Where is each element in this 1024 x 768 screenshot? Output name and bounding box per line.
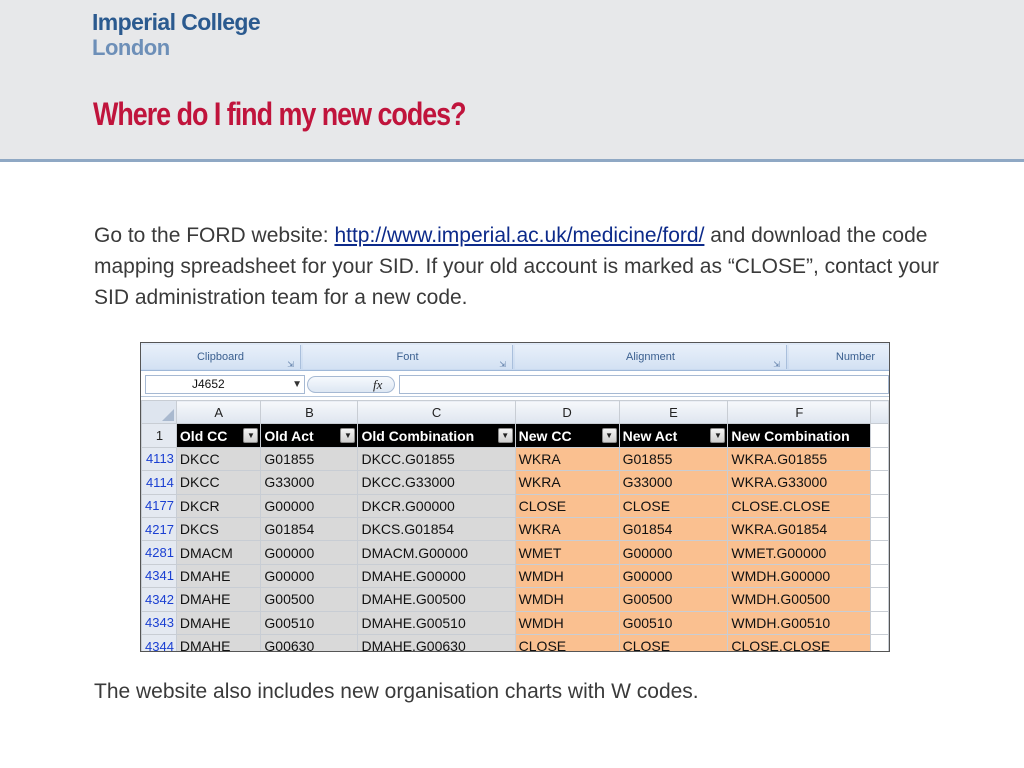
header-cell-new-cc[interactable]: New CC ▼ <box>515 424 619 447</box>
table-cell[interactable]: DMAHE.G00630 <box>358 634 515 652</box>
header-cell-old-act[interactable]: Old Act ▼ <box>261 424 358 447</box>
ribbon-group-font-label: Font <box>396 351 419 363</box>
slide-title: Where do I find my new codes? <box>93 96 466 132</box>
blank-cell[interactable] <box>871 564 889 587</box>
slide-header <box>0 0 1024 162</box>
table-cell[interactable]: WMDH <box>515 564 619 587</box>
table-cell[interactable]: G00510 <box>261 611 358 634</box>
logo-line-2: London <box>92 35 170 60</box>
table-cell[interactable]: WMDH <box>515 611 619 634</box>
ribbon-group-number-label: Number <box>835 351 875 363</box>
instructions-rest-text: and download the code mapping spreadsheet for your SID. If your old account is marked as “CLOSE”, contact your SID administration team for a new code. <box>94 224 940 309</box>
blank-cell[interactable] <box>871 541 889 564</box>
table-row <box>142 447 889 470</box>
table-cell[interactable]: G01855 <box>619 447 728 470</box>
table-cell[interactable]: WKRA <box>515 471 619 494</box>
table-cell[interactable]: WMDH <box>515 588 619 611</box>
row-number[interactable]: 4342 <box>142 588 177 611</box>
table-cell[interactable]: DMACM <box>176 541 260 564</box>
table-cell[interactable]: DKCC.G01855 <box>358 447 515 470</box>
table-row <box>142 541 889 564</box>
table-cell[interactable]: DMAHE.G00000 <box>358 564 515 587</box>
table-cell[interactable]: G00630 <box>261 634 358 652</box>
intro-text: Go to the FORD website: <box>94 224 335 247</box>
column-header-f[interactable]: F <box>728 401 871 424</box>
table-cell[interactable]: G00000 <box>619 541 728 564</box>
table-cell[interactable]: G33000 <box>619 471 728 494</box>
table-cell[interactable]: DKCR <box>176 494 260 517</box>
table-cell[interactable]: DKCR.G00000 <box>358 494 515 517</box>
row-number[interactable]: 4114 <box>142 471 177 494</box>
table-cell[interactable]: DKCS.G01854 <box>358 517 515 540</box>
filter-dropdown-icon[interactable]: ▼ <box>498 428 513 443</box>
blank-cell[interactable] <box>871 424 889 447</box>
table-cell[interactable]: WKRA.G01854 <box>728 517 871 540</box>
table-cell[interactable]: DMAHE <box>176 634 260 652</box>
header-cell-old-cc[interactable]: Old CC ▼ <box>176 424 260 447</box>
insert-function-icon[interactable]: fx <box>373 377 383 392</box>
row-number[interactable]: 4343 <box>142 611 177 634</box>
table-cell[interactable]: G00000 <box>619 564 728 587</box>
blank-cell[interactable] <box>871 517 889 540</box>
blank-cell[interactable] <box>871 611 889 634</box>
blank-cell[interactable] <box>871 634 889 652</box>
table-cell[interactable]: CLOSE <box>515 634 619 652</box>
table-row <box>142 611 889 634</box>
table-cell[interactable]: G00000 <box>261 541 358 564</box>
table-cell[interactable]: DKCC <box>176 447 260 470</box>
chevron-down-icon[interactable]: ▼ <box>292 379 302 390</box>
blank-cell[interactable] <box>871 471 889 494</box>
table-cell[interactable]: DKCC <box>176 471 260 494</box>
table-cell[interactable]: WMDH.G00500 <box>728 588 871 611</box>
table-cell[interactable]: DMAHE <box>176 564 260 587</box>
table-cell[interactable]: DMAHE.G00510 <box>358 611 515 634</box>
instructions-paragraph <box>94 220 944 313</box>
logo-line-1: Imperial College <box>92 9 261 35</box>
table-row <box>142 517 889 540</box>
row-number[interactable]: 4217 <box>142 517 177 540</box>
table-cell[interactable]: G01854 <box>619 517 728 540</box>
table-cell[interactable]: WKRA <box>515 517 619 540</box>
ribbon-group-clipboard-label: Clipboard <box>196 351 245 363</box>
header-data-row <box>142 424 889 447</box>
table-cell[interactable]: DMACM.G00000 <box>358 541 515 564</box>
table-cell[interactable]: DKCC.G33000 <box>358 471 515 494</box>
select-all-corner[interactable] <box>142 401 177 424</box>
spreadsheet-grid <box>141 400 889 652</box>
row-number[interactable]: 1 <box>142 424 177 447</box>
ford-website-link[interactable]: http://www.imperial.ac.uk/medicine/ford/ <box>334 224 705 247</box>
table-cell[interactable]: CLOSE.CLOSE <box>728 634 871 652</box>
dialog-launcher-icon[interactable]: ⇲ <box>287 360 294 369</box>
excel-ribbon <box>141 343 890 371</box>
table-cell[interactable]: G00500 <box>619 588 728 611</box>
table-cell[interactable]: DKCS <box>176 517 260 540</box>
table-cell[interactable]: DMAHE <box>176 611 260 634</box>
formula-bar <box>141 373 890 397</box>
table-cell[interactable]: CLOSE.CLOSE <box>728 494 871 517</box>
spreadsheet-screenshot <box>140 342 890 652</box>
column-header-g[interactable] <box>871 401 889 424</box>
column-header-e[interactable]: E <box>619 401 728 424</box>
table-row <box>142 634 889 652</box>
table-cell[interactable]: CLOSE <box>619 494 728 517</box>
table-cell[interactable]: WKRA <box>515 447 619 470</box>
header-cell-old-combination[interactable]: Old Combination ▼ <box>358 424 515 447</box>
table-cell[interactable]: CLOSE <box>619 634 728 652</box>
name-box-value: J4652 <box>192 377 225 391</box>
table-cell[interactable]: WMDH.G00510 <box>728 611 871 634</box>
table-cell[interactable]: G01854 <box>261 517 358 540</box>
header-cell-new-combination[interactable]: New Combination <box>728 424 871 447</box>
imperial-college-logo <box>92 10 260 60</box>
table-row <box>142 494 889 517</box>
table-cell[interactable]: DMAHE.G00500 <box>358 588 515 611</box>
filter-dropdown-icon[interactable]: ▼ <box>243 428 258 443</box>
table-cell[interactable]: WMET <box>515 541 619 564</box>
table-cell[interactable]: WKRA.G01855 <box>728 447 871 470</box>
dialog-launcher-icon[interactable]: ⇲ <box>499 360 506 369</box>
table-cell[interactable]: G00510 <box>619 611 728 634</box>
table-row <box>142 564 889 587</box>
blank-cell[interactable] <box>871 494 889 517</box>
table-cell[interactable]: DMAHE <box>176 588 260 611</box>
footer-text: The website also includes new organisation charts with W codes. <box>94 680 699 703</box>
row-number[interactable]: 4281 <box>142 541 177 564</box>
table-cell[interactable]: CLOSE <box>515 494 619 517</box>
column-header-a[interactable]: A <box>176 401 260 424</box>
table-row <box>142 471 889 494</box>
ribbon-group-alignment[interactable] <box>515 345 787 369</box>
filter-active-icon[interactable]: ▼ <box>340 428 355 443</box>
table-cell[interactable]: G00000 <box>261 494 358 517</box>
table-cell[interactable]: WKRA.G33000 <box>728 471 871 494</box>
table-cell[interactable]: G33000 <box>261 471 358 494</box>
table-cell[interactable]: WMET.G00000 <box>728 541 871 564</box>
header-cell-new-act[interactable]: New Act ▼ <box>619 424 728 447</box>
ribbon-group-font[interactable] <box>303 345 513 369</box>
ribbon-group-alignment-label: Alignment <box>626 351 675 363</box>
table-cell[interactable]: WMDH.G00000 <box>728 564 871 587</box>
table-cell[interactable]: G01855 <box>261 447 358 470</box>
table-row <box>142 588 889 611</box>
filter-dropdown-icon[interactable]: ▼ <box>602 428 617 443</box>
table-cell[interactable]: G00000 <box>261 564 358 587</box>
table-cell[interactable]: G00500 <box>261 588 358 611</box>
row-number[interactable]: 4344 <box>142 634 177 652</box>
blank-cell[interactable] <box>871 447 889 470</box>
row-number[interactable]: 4113 <box>142 447 177 470</box>
column-header-c[interactable]: C <box>358 401 515 424</box>
row-number[interactable]: 4341 <box>142 564 177 587</box>
ribbon-group-number[interactable] <box>789 345 890 369</box>
blank-cell[interactable] <box>871 588 889 611</box>
column-header-row <box>142 401 889 424</box>
formula-input[interactable] <box>399 375 889 394</box>
column-header-b[interactable]: B <box>261 401 358 424</box>
row-number[interactable]: 4177 <box>142 494 177 517</box>
ribbon-group-clipboard[interactable] <box>141 345 301 369</box>
column-header-d[interactable]: D <box>515 401 619 424</box>
dialog-launcher-icon[interactable]: ⇲ <box>773 360 780 369</box>
name-box[interactable] <box>145 375 305 394</box>
filter-dropdown-icon[interactable]: ▼ <box>710 428 725 443</box>
